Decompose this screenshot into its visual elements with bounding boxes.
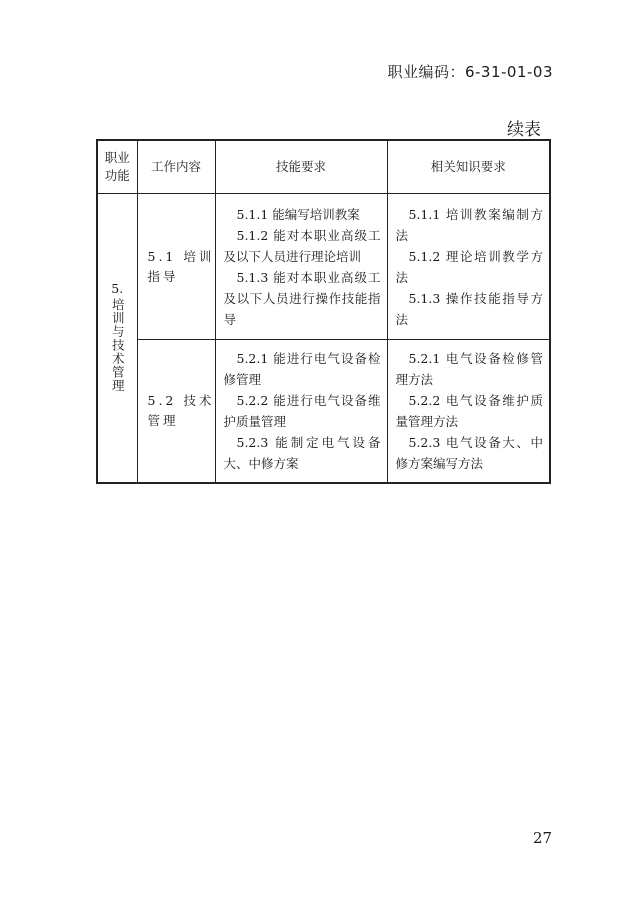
function-label: 培训与技术管理	[110, 297, 126, 393]
work-content-cell	[137, 340, 215, 484]
skill-item: 5.2.2 能进行电气设备维护质量管理	[223, 393, 381, 429]
knowledge-item: 5.1.3 操作技能指导方法	[395, 290, 543, 327]
function-number: 5.	[111, 280, 124, 296]
header-knowledge: 相关知识要求	[387, 140, 550, 194]
skill-requirements-cell	[215, 340, 387, 484]
occupation-code: 职业编码：6-31-01-03	[387, 63, 553, 81]
skill-requirements-cell	[215, 194, 387, 340]
table-header-row	[97, 140, 550, 194]
table-row	[97, 340, 550, 484]
work-content-cell	[137, 194, 215, 340]
knowledge-item: 5.2.1 电气设备检修管理方法	[395, 351, 543, 387]
work-content-line: 指导	[147, 268, 179, 284]
header-skill: 技能要求	[215, 140, 387, 194]
knowledge-requirements-cell	[387, 194, 550, 340]
knowledge-item: 5.1.1 培训教案编制方法	[395, 206, 543, 243]
function-cell	[97, 194, 137, 484]
skill-item: 5.1.2 能对本职业高级工及以下人员进行理论培训	[223, 227, 381, 264]
continued-label: 续表	[507, 120, 541, 140]
skill-standard-table	[96, 139, 551, 484]
header-content: 工作内容	[137, 140, 215, 194]
skill-item: 5.1.3 能对本职业高级工及以下人员进行操作技能指导	[223, 269, 381, 327]
knowledge-item: 5.1.2 理论培训教学方法	[395, 248, 543, 285]
work-content-line: 5.2 技术	[147, 393, 215, 408]
skill-item: 5.2.1 能进行电气设备检修管理	[223, 351, 381, 387]
knowledge-requirements-cell	[387, 340, 550, 484]
work-content-line: 5.1 培训	[147, 248, 215, 264]
knowledge-item: 5.2.2 电气设备维护质量管理方法	[395, 393, 543, 429]
knowledge-item: 5.2.3 电气设备大、中修方案编写方法	[395, 435, 543, 471]
work-content-line: 管理	[147, 413, 179, 428]
page-number: 27	[533, 829, 553, 847]
header-function: 职业 功能	[97, 140, 137, 194]
skill-item: 5.2.3 能制定电气设备大、中修方案	[223, 435, 381, 471]
skill-item: 5.1.1 能编写培训教案	[236, 206, 360, 222]
table-row	[97, 194, 550, 340]
